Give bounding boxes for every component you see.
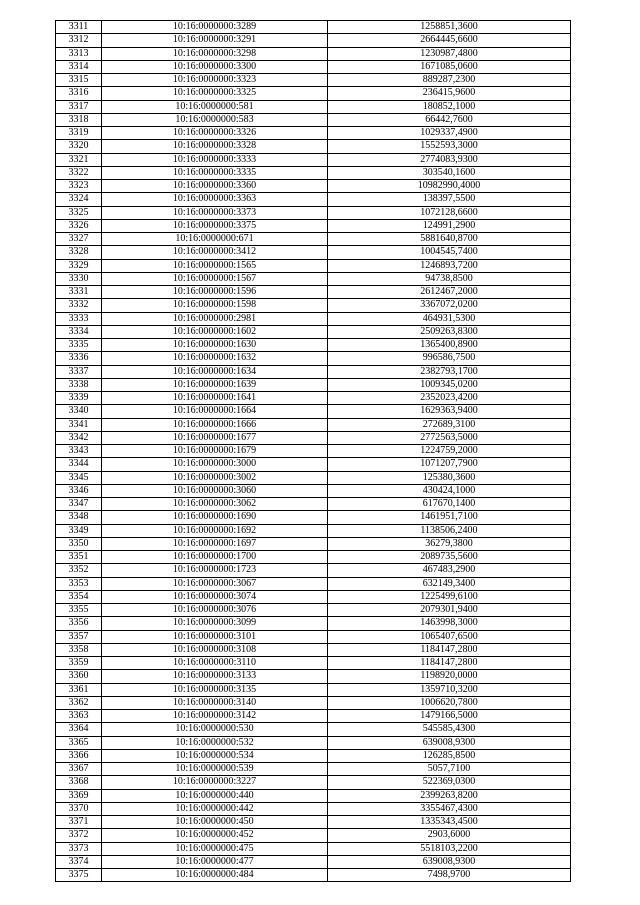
value-cell: 1009345,0200 (328, 378, 571, 391)
table-row (56, 789, 571, 802)
value-cell: 126285,8500 (328, 749, 571, 762)
table-row (56, 405, 571, 418)
row-number-cell: 3315 (56, 74, 102, 87)
cadastral-number-cell: 10:16:0000000:1692 (102, 524, 328, 537)
cadastral-number-cell: 10:16:0000000:3325 (102, 87, 328, 100)
value-cell: 1463998,3000 (328, 617, 571, 630)
row-number-cell: 3313 (56, 47, 102, 60)
row-number-cell: 3314 (56, 60, 102, 73)
value-cell: 2089735,5600 (328, 551, 571, 564)
row-number-cell: 3316 (56, 87, 102, 100)
value-cell: 1198920,0000 (328, 670, 571, 683)
value-cell: 2382793,1700 (328, 365, 571, 378)
row-number-cell: 3337 (56, 365, 102, 378)
cadastral-number-cell: 10:16:0000000:1598 (102, 299, 328, 312)
value-cell: 522369,0300 (328, 776, 571, 789)
cadastral-number-cell: 10:16:0000000:3323 (102, 74, 328, 87)
row-number-cell: 3355 (56, 604, 102, 617)
table-row (56, 180, 571, 193)
cadastral-number-cell: 10:16:0000000:532 (102, 736, 328, 749)
table-row (56, 153, 571, 166)
value-cell: 2399263,8200 (328, 789, 571, 802)
table-row (56, 524, 571, 537)
parcel-table (55, 20, 571, 882)
cadastral-number-cell: 10:16:0000000:3333 (102, 153, 328, 166)
table-row (56, 511, 571, 524)
table-row (56, 60, 571, 73)
row-number-cell: 3362 (56, 696, 102, 709)
cadastral-number-cell: 10:16:0000000:1630 (102, 339, 328, 352)
table-row (56, 87, 571, 100)
cadastral-number-cell: 10:16:0000000:3373 (102, 206, 328, 219)
row-number-cell: 3323 (56, 180, 102, 193)
cadastral-number-cell: 10:16:0000000:1700 (102, 551, 328, 564)
row-number-cell: 3325 (56, 206, 102, 219)
row-number-cell: 3361 (56, 683, 102, 696)
row-number-cell: 3338 (56, 378, 102, 391)
cadastral-number-cell: 10:16:0000000:1565 (102, 259, 328, 272)
value-cell: 1072128,6600 (328, 206, 571, 219)
value-cell: 2352023,4200 (328, 392, 571, 405)
row-number-cell: 3353 (56, 577, 102, 590)
table-row (56, 299, 571, 312)
value-cell: 467483,2900 (328, 564, 571, 577)
value-cell: 1224759,2000 (328, 445, 571, 458)
table-row (56, 471, 571, 484)
cadastral-number-cell: 10:16:0000000:442 (102, 802, 328, 815)
cadastral-number-cell: 10:16:0000000:1697 (102, 537, 328, 550)
value-cell: 1138506,2400 (328, 524, 571, 537)
table-row (56, 325, 571, 338)
value-cell: 2509263,8300 (328, 325, 571, 338)
cadastral-number-cell: 10:16:0000000:3110 (102, 657, 328, 670)
cadastral-number-cell: 10:16:0000000:3060 (102, 484, 328, 497)
cadastral-number-cell: 10:16:0000000:440 (102, 789, 328, 802)
table-row (56, 617, 571, 630)
table-row (56, 869, 571, 882)
cadastral-number-cell: 10:16:0000000:3360 (102, 180, 328, 193)
table-row (56, 564, 571, 577)
value-cell: 1230987,4800 (328, 47, 571, 60)
table-row (56, 498, 571, 511)
cadastral-number-cell: 10:16:0000000:3227 (102, 776, 328, 789)
value-cell: 430424,1000 (328, 484, 571, 497)
value-cell: 5057,7100 (328, 763, 571, 776)
row-number-cell: 3367 (56, 763, 102, 776)
cadastral-number-cell: 10:16:0000000:1567 (102, 272, 328, 285)
table-row (56, 127, 571, 140)
cadastral-number-cell: 10:16:0000000:3099 (102, 617, 328, 630)
row-number-cell: 3348 (56, 511, 102, 524)
cadastral-number-cell: 10:16:0000000:1677 (102, 431, 328, 444)
value-cell: 124991,2900 (328, 219, 571, 232)
row-number-cell: 3364 (56, 723, 102, 736)
cadastral-number-cell: 10:16:0000000:452 (102, 829, 328, 842)
cadastral-number-cell: 10:16:0000000:3291 (102, 34, 328, 47)
row-number-cell: 3318 (56, 113, 102, 126)
row-number-cell: 3369 (56, 789, 102, 802)
row-number-cell: 3322 (56, 166, 102, 179)
table-row (56, 100, 571, 113)
cadastral-number-cell: 10:16:0000000:2981 (102, 312, 328, 325)
table-row (56, 855, 571, 868)
table-row (56, 683, 571, 696)
row-number-cell: 3347 (56, 498, 102, 511)
cadastral-number-cell: 10:16:0000000:1723 (102, 564, 328, 577)
value-cell: 1552593,3000 (328, 140, 571, 153)
cadastral-number-cell: 10:16:0000000:3074 (102, 590, 328, 603)
row-number-cell: 3366 (56, 749, 102, 762)
cadastral-number-cell: 10:16:0000000:3326 (102, 127, 328, 140)
value-cell: 1184147,2800 (328, 657, 571, 670)
cadastral-number-cell: 10:16:0000000:3101 (102, 630, 328, 643)
cadastral-number-cell: 10:16:0000000:1641 (102, 392, 328, 405)
value-cell: 36279,3800 (328, 537, 571, 550)
table-row (56, 696, 571, 709)
value-cell: 66442,7600 (328, 113, 571, 126)
value-cell: 3367072,0200 (328, 299, 571, 312)
cadastral-number-cell: 10:16:0000000:450 (102, 816, 328, 829)
value-cell: 639008,9300 (328, 736, 571, 749)
row-number-cell: 3351 (56, 551, 102, 564)
table-row (56, 723, 571, 736)
table-row (56, 842, 571, 855)
cadastral-number-cell: 10:16:0000000:3298 (102, 47, 328, 60)
table-row (56, 802, 571, 815)
row-number-cell: 3334 (56, 325, 102, 338)
value-cell: 5518103,2200 (328, 842, 571, 855)
cadastral-number-cell: 10:16:0000000:3140 (102, 696, 328, 709)
row-number-cell: 3333 (56, 312, 102, 325)
cadastral-number-cell: 10:16:0000000:3412 (102, 246, 328, 259)
value-cell: 1029337,4900 (328, 127, 571, 140)
value-cell: 2079301,9400 (328, 604, 571, 617)
value-cell: 1071207,7900 (328, 458, 571, 471)
cadastral-number-cell: 10:16:0000000:3076 (102, 604, 328, 617)
row-number-cell: 3312 (56, 34, 102, 47)
cadastral-number-cell: 10:16:0000000:3108 (102, 643, 328, 656)
value-cell: 10982990,4000 (328, 180, 571, 193)
value-cell: 7498,9700 (328, 869, 571, 882)
value-cell: 2903,6000 (328, 829, 571, 842)
table-row (56, 657, 571, 670)
value-cell: 632149,3400 (328, 577, 571, 590)
row-number-cell: 3371 (56, 816, 102, 829)
row-number-cell: 3363 (56, 710, 102, 723)
row-number-cell: 3340 (56, 405, 102, 418)
table-row (56, 206, 571, 219)
value-cell: 889287,2300 (328, 74, 571, 87)
value-cell: 2664445,6600 (328, 34, 571, 47)
cadastral-number-cell: 10:16:0000000:1664 (102, 405, 328, 418)
cadastral-number-cell: 10:16:0000000:539 (102, 763, 328, 776)
table-row (56, 352, 571, 365)
table-row (56, 21, 571, 34)
value-cell: 464931,5300 (328, 312, 571, 325)
row-number-cell: 3331 (56, 286, 102, 299)
value-cell: 1461951,7100 (328, 511, 571, 524)
value-cell: 1335343,4500 (328, 816, 571, 829)
row-number-cell: 3357 (56, 630, 102, 643)
row-number-cell: 3359 (56, 657, 102, 670)
table-row (56, 233, 571, 246)
parcel-table-body (56, 21, 571, 882)
table-row (56, 763, 571, 776)
table-row (56, 74, 571, 87)
value-cell: 545585,4300 (328, 723, 571, 736)
cadastral-number-cell: 10:16:0000000:1679 (102, 445, 328, 458)
table-row (56, 286, 571, 299)
value-cell: 1629363,9400 (328, 405, 571, 418)
table-row (56, 312, 571, 325)
value-cell: 1006620,7800 (328, 696, 571, 709)
table-row (56, 246, 571, 259)
cadastral-number-cell: 10:16:0000000:1666 (102, 418, 328, 431)
value-cell: 236415,9600 (328, 87, 571, 100)
row-number-cell: 3329 (56, 259, 102, 272)
table-row (56, 537, 571, 550)
table-row (56, 140, 571, 153)
table-row (56, 34, 571, 47)
table-row (56, 749, 571, 762)
table-row (56, 193, 571, 206)
row-number-cell: 3374 (56, 855, 102, 868)
value-cell: 1671085,0600 (328, 60, 571, 73)
row-number-cell: 3328 (56, 246, 102, 259)
table-row (56, 259, 571, 272)
value-cell: 1359710,3200 (328, 683, 571, 696)
table-row (56, 219, 571, 232)
table-row (56, 776, 571, 789)
value-cell: 3355467,4300 (328, 802, 571, 815)
row-number-cell: 3344 (56, 458, 102, 471)
cadastral-number-cell: 10:16:0000000:1596 (102, 286, 328, 299)
cadastral-number-cell: 10:16:0000000:3335 (102, 166, 328, 179)
row-number-cell: 3373 (56, 842, 102, 855)
row-number-cell: 3321 (56, 153, 102, 166)
row-number-cell: 3375 (56, 869, 102, 882)
table-row (56, 365, 571, 378)
value-cell: 180852,1000 (328, 100, 571, 113)
cadastral-number-cell: 10:16:0000000:3328 (102, 140, 328, 153)
value-cell: 1225499,6100 (328, 590, 571, 603)
value-cell: 1184147,2800 (328, 643, 571, 656)
cadastral-number-cell: 10:16:0000000:3002 (102, 471, 328, 484)
cadastral-number-cell: 10:16:0000000:475 (102, 842, 328, 855)
value-cell: 5881640,8700 (328, 233, 571, 246)
row-number-cell: 3350 (56, 537, 102, 550)
table-row (56, 418, 571, 431)
value-cell: 639008,9300 (328, 855, 571, 868)
cadastral-number-cell: 10:16:0000000:1634 (102, 365, 328, 378)
value-cell: 94738,8500 (328, 272, 571, 285)
row-number-cell: 3365 (56, 736, 102, 749)
row-number-cell: 3352 (56, 564, 102, 577)
value-cell: 272689,3100 (328, 418, 571, 431)
value-cell: 125380,3600 (328, 471, 571, 484)
value-cell: 1479166,5000 (328, 710, 571, 723)
cadastral-number-cell: 10:16:0000000:1639 (102, 378, 328, 391)
row-number-cell: 3324 (56, 193, 102, 206)
table-row (56, 829, 571, 842)
value-cell: 2612467,2000 (328, 286, 571, 299)
cadastral-number-cell: 10:16:0000000:3000 (102, 458, 328, 471)
row-number-cell: 3346 (56, 484, 102, 497)
value-cell: 996586,7500 (328, 352, 571, 365)
row-number-cell: 3336 (56, 352, 102, 365)
row-number-cell: 3342 (56, 431, 102, 444)
cadastral-number-cell: 10:16:0000000:581 (102, 100, 328, 113)
value-cell: 2774083,9300 (328, 153, 571, 166)
row-number-cell: 3317 (56, 100, 102, 113)
cadastral-number-cell: 10:16:0000000:3133 (102, 670, 328, 683)
row-number-cell: 3326 (56, 219, 102, 232)
table-row (56, 431, 571, 444)
row-number-cell: 3341 (56, 418, 102, 431)
table-row (56, 339, 571, 352)
row-number-cell: 3354 (56, 590, 102, 603)
row-number-cell: 3343 (56, 445, 102, 458)
row-number-cell: 3330 (56, 272, 102, 285)
row-number-cell: 3372 (56, 829, 102, 842)
table-row (56, 577, 571, 590)
cadastral-number-cell: 10:16:0000000:671 (102, 233, 328, 246)
table-row (56, 604, 571, 617)
cadastral-number-cell: 10:16:0000000:3289 (102, 21, 328, 34)
value-cell: 1004545,7400 (328, 246, 571, 259)
cadastral-number-cell: 10:16:0000000:3062 (102, 498, 328, 511)
cadastral-number-cell: 10:16:0000000:484 (102, 869, 328, 882)
table-row (56, 736, 571, 749)
table-row (56, 816, 571, 829)
table-row (56, 378, 571, 391)
cadastral-number-cell: 10:16:0000000:3375 (102, 219, 328, 232)
cadastral-number-cell: 10:16:0000000:1632 (102, 352, 328, 365)
cadastral-number-cell: 10:16:0000000:530 (102, 723, 328, 736)
table-row (56, 113, 571, 126)
cadastral-number-cell: 10:16:0000000:3363 (102, 193, 328, 206)
value-cell: 138397,5500 (328, 193, 571, 206)
table-row (56, 272, 571, 285)
row-number-cell: 3370 (56, 802, 102, 815)
value-cell: 1065407,6500 (328, 630, 571, 643)
row-number-cell: 3368 (56, 776, 102, 789)
value-cell: 1365400,8900 (328, 339, 571, 352)
cadastral-number-cell: 10:16:0000000:3135 (102, 683, 328, 696)
row-number-cell: 3327 (56, 233, 102, 246)
table-row (56, 643, 571, 656)
table-row (56, 630, 571, 643)
cadastral-number-cell: 10:16:0000000:1602 (102, 325, 328, 338)
row-number-cell: 3335 (56, 339, 102, 352)
row-number-cell: 3358 (56, 643, 102, 656)
row-number-cell: 3339 (56, 392, 102, 405)
table-row (56, 445, 571, 458)
value-cell: 2772563,5000 (328, 431, 571, 444)
row-number-cell: 3360 (56, 670, 102, 683)
cadastral-number-cell: 10:16:0000000:1690 (102, 511, 328, 524)
value-cell: 1258851,3600 (328, 21, 571, 34)
table-row (56, 551, 571, 564)
row-number-cell: 3311 (56, 21, 102, 34)
cadastral-number-cell: 10:16:0000000:477 (102, 855, 328, 868)
table-row (56, 392, 571, 405)
value-cell: 1246893,7200 (328, 259, 571, 272)
value-cell: 303540,1600 (328, 166, 571, 179)
row-number-cell: 3349 (56, 524, 102, 537)
cadastral-number-cell: 10:16:0000000:3300 (102, 60, 328, 73)
row-number-cell: 3356 (56, 617, 102, 630)
cadastral-number-cell: 10:16:0000000:3067 (102, 577, 328, 590)
table-row (56, 47, 571, 60)
cadastral-number-cell: 10:16:0000000:583 (102, 113, 328, 126)
table-row (56, 166, 571, 179)
table-row (56, 590, 571, 603)
table-row (56, 710, 571, 723)
row-number-cell: 3345 (56, 471, 102, 484)
row-number-cell: 3319 (56, 127, 102, 140)
row-number-cell: 3320 (56, 140, 102, 153)
table-row (56, 670, 571, 683)
row-number-cell: 3332 (56, 299, 102, 312)
cadastral-number-cell: 10:16:0000000:3142 (102, 710, 328, 723)
table-row (56, 458, 571, 471)
value-cell: 617670,1400 (328, 498, 571, 511)
table-row (56, 484, 571, 497)
cadastral-number-cell: 10:16:0000000:534 (102, 749, 328, 762)
